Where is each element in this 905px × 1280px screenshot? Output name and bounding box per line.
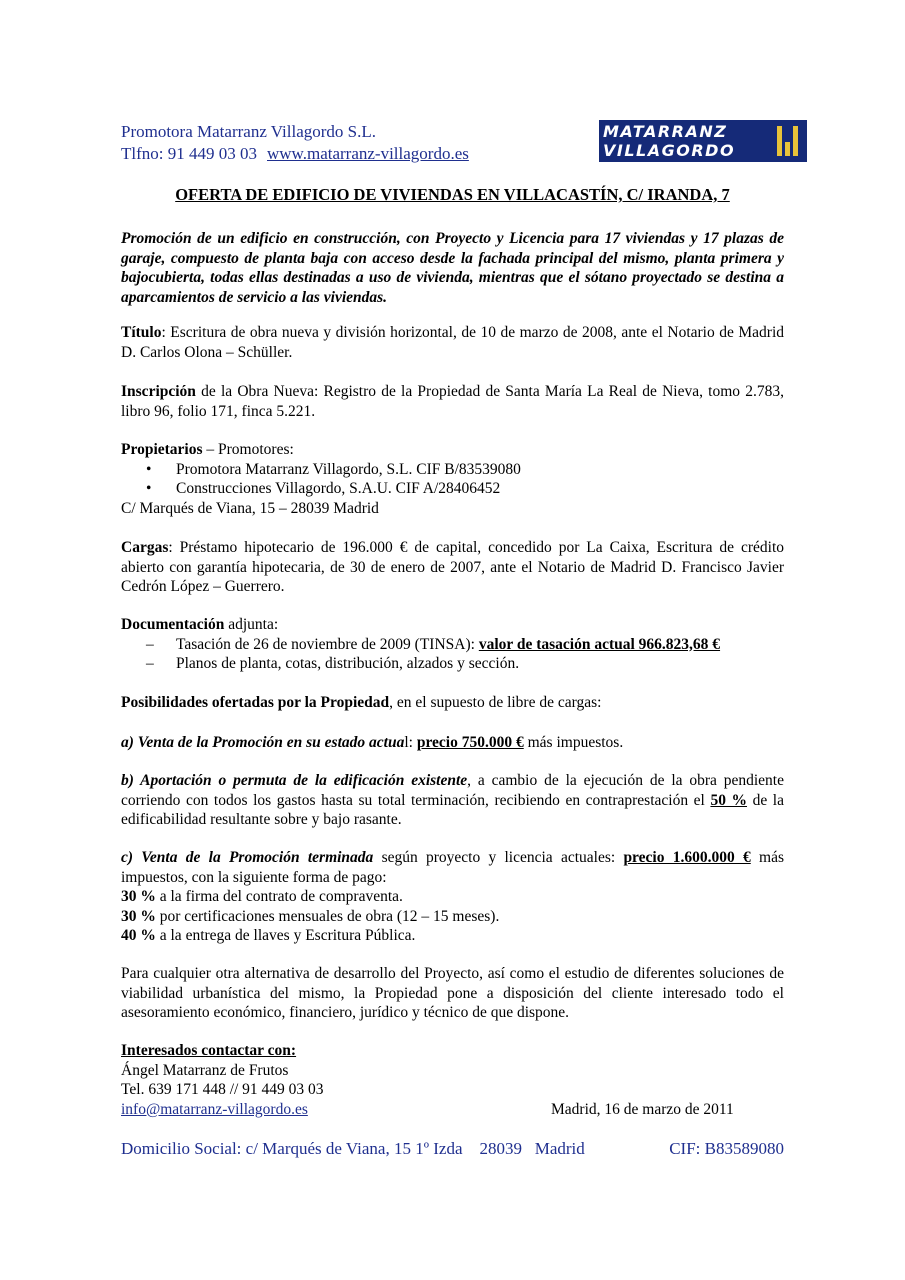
contact-line <box>121 143 469 165</box>
doc-1-text: Tasación de 26 de noviembre de 2009 (TINSA): <box>176 635 479 653</box>
option-c <box>121 848 784 946</box>
footer-address: Domicilio Social: c/ Marqués de Viana, 15 1º Izda 28039 Madrid <box>121 1139 585 1158</box>
contact-phone: Tel. 639 171 448 // 91 449 03 03 <box>121 1081 324 1098</box>
inscripcion-text: de la Obra Nueva: Registro de la Propiedad de Santa María La Real de Nieva, tomo 2.783, libro 96, folio 171, finca 5.221. <box>121 383 784 420</box>
dash-icon: – <box>146 635 154 653</box>
option-c-tail: más impuestos, con la siguiente forma de pago: <box>121 849 784 886</box>
option-b-label: b) Aportación o permuta de la edificación existente <box>121 772 468 789</box>
option-c-label: c) Venta de la Promoción terminada <box>121 849 374 866</box>
contact-heading: Interesados contactar con: <box>121 1042 297 1059</box>
propietarios-text: – Promotores: <box>202 441 294 458</box>
option-a-colon: l: <box>404 734 417 751</box>
bullet-icon: • <box>146 460 152 478</box>
documents-list <box>121 635 784 674</box>
propietarios-label: Propietarios <box>121 441 203 458</box>
titulo-text: : Escritura de obra nueva y división horizontal, de 10 de marzo de 2008, ante el Notario de Madrid D. Carlos Olona – Schüller. <box>121 324 784 361</box>
payment-row <box>121 907 784 927</box>
payment-text: a la firma del contrato de compraventa. <box>155 888 403 905</box>
option-a-price: precio 750.000 € <box>416 734 524 751</box>
contact-section <box>121 1041 784 1119</box>
doc-2-text: Planos de planta, cotas, distribución, alzados y sección. <box>176 655 520 672</box>
footer <box>121 1139 784 1159</box>
option-a-tail: más impuestos. <box>523 734 624 751</box>
owners-address: C/ Marqués de Viana, 15 – 28039 Madrid <box>121 499 379 517</box>
website-link[interactable]: www.matarranz-villagordo.es <box>267 144 469 163</box>
propietarios-heading <box>121 440 784 460</box>
payment-percent: 40 % <box>121 927 156 944</box>
intro-paragraph: Promoción de un edificio en construcción, con Proyecto y Licencia para 17 viviendas y 17 plazas de garaje, compuesto de planta baja con acceso desde la fachada principal del mismo, planta primera y bajocubierta, todas ellas destinadas a uso de vivienda, mientras que el sótano proyectado se destina a aparcamientos de servicio a las viviendas. <box>121 230 784 306</box>
titulo-label: Título <box>121 324 162 341</box>
owner-1: Promotora Matarranz Villagordo, S.L. CIF B/83539080 <box>176 460 521 478</box>
documentacion-section <box>121 615 784 674</box>
propietarios-section <box>121 440 784 518</box>
valuation-amount: valor de tasación actual 966.823,68 € <box>478 635 721 653</box>
posibilidades-label: Posibilidades ofertadas por la Propiedad <box>121 694 390 711</box>
dash-icon: – <box>146 655 154 672</box>
titulo-paragraph <box>121 323 784 362</box>
payment-row <box>121 887 784 907</box>
logo-text <box>599 120 771 162</box>
option-a <box>121 733 784 753</box>
logo-line-2: VILLAGORDO <box>603 141 736 160</box>
list-item <box>121 654 784 674</box>
owners-list <box>121 460 784 499</box>
contact-email-link[interactable]: info@matarranz-villagordo.es <box>121 1100 308 1118</box>
document-title: OFERTA DE EDIFICIO DE VIVIENDAS EN VILLACASTÍN, C/ IRANDA, 7 <box>175 185 730 204</box>
option-a-label: a) Venta de la Promoción en su estado actua <box>121 734 405 751</box>
list-item <box>121 479 784 499</box>
payment-text: por certificaciones mensuales de obra (12 – 15 meses). <box>155 907 500 925</box>
payment-text: a la entrega de llaves y Escritura Pública. <box>155 927 416 944</box>
posibilidades-paragraph <box>121 693 784 713</box>
option-c-text: según proyecto y licencia actuales: <box>373 849 624 866</box>
closing-paragraph: Para cualquier otra alternativa de desarrollo del Proyecto, así como el estudio de diferentes soluciones de viabilidad urbanística del mismo, la Propiedad pone a disposición del cliente interesado todo el asesoramiento económico, financiero, jurídico y técnico de que dispone. <box>121 965 784 1021</box>
logo-bars-icon <box>771 120 807 162</box>
cargas-text: : Préstamo hipotecario de 196.000 € de capital, concedido por La Caixa, Escritura de crédito abierto con garantía hipotecaria, de 30 de enero de 2007, ante el Notario de Madrid D. Francisco Javier Cedrón López – Guerrero. <box>121 539 784 595</box>
option-b-percent: 50 % <box>710 791 748 809</box>
company-logo <box>599 120 807 162</box>
inscripcion-paragraph <box>121 382 784 421</box>
footer-cif: CIF: B83589080 <box>669 1139 784 1158</box>
list-item <box>121 635 784 655</box>
list-item <box>121 460 784 480</box>
company-name: Promotora Matarranz Villagordo S.L. <box>121 122 377 141</box>
owner-2: Construcciones Villagordo, S.A.U. CIF A/28406452 <box>176 480 501 497</box>
inscripcion-label: Inscripción <box>121 383 196 400</box>
phone: Tlfno: 91 449 03 03 <box>121 144 257 163</box>
option-b <box>121 771 784 830</box>
documentacion-text: adjunta: <box>224 616 279 633</box>
payment-row <box>121 926 784 946</box>
documentacion-heading <box>121 615 784 635</box>
option-b-text: , a cambio de la ejecución de la obra pendiente corriendo con todos los gastos hasta su total terminación, recibiendo en contraprestación el <box>121 772 784 809</box>
cargas-label: Cargas <box>121 539 169 556</box>
contact-email-row <box>121 1100 784 1120</box>
documentacion-label: Documentación <box>121 616 225 633</box>
posibilidades-text: , en el supuesto de libre de cargas: <box>389 694 602 711</box>
document-date: Madrid, 16 de marzo de 2011 <box>551 1100 734 1118</box>
payment-percent: 30 % <box>121 888 156 905</box>
option-b-tail: de la edificabilidad resultante sobre y bajo rasante. <box>121 791 784 828</box>
option-c-price: precio 1.600.000 € <box>623 849 751 866</box>
logo-line-1: MATARRANZ <box>603 122 728 141</box>
cargas-paragraph <box>121 538 784 597</box>
contact-name: Ángel Matarranz de Frutos <box>121 1061 289 1079</box>
payment-percent: 30 % <box>121 907 156 925</box>
bullet-icon: • <box>146 480 152 497</box>
letterhead <box>121 121 469 165</box>
